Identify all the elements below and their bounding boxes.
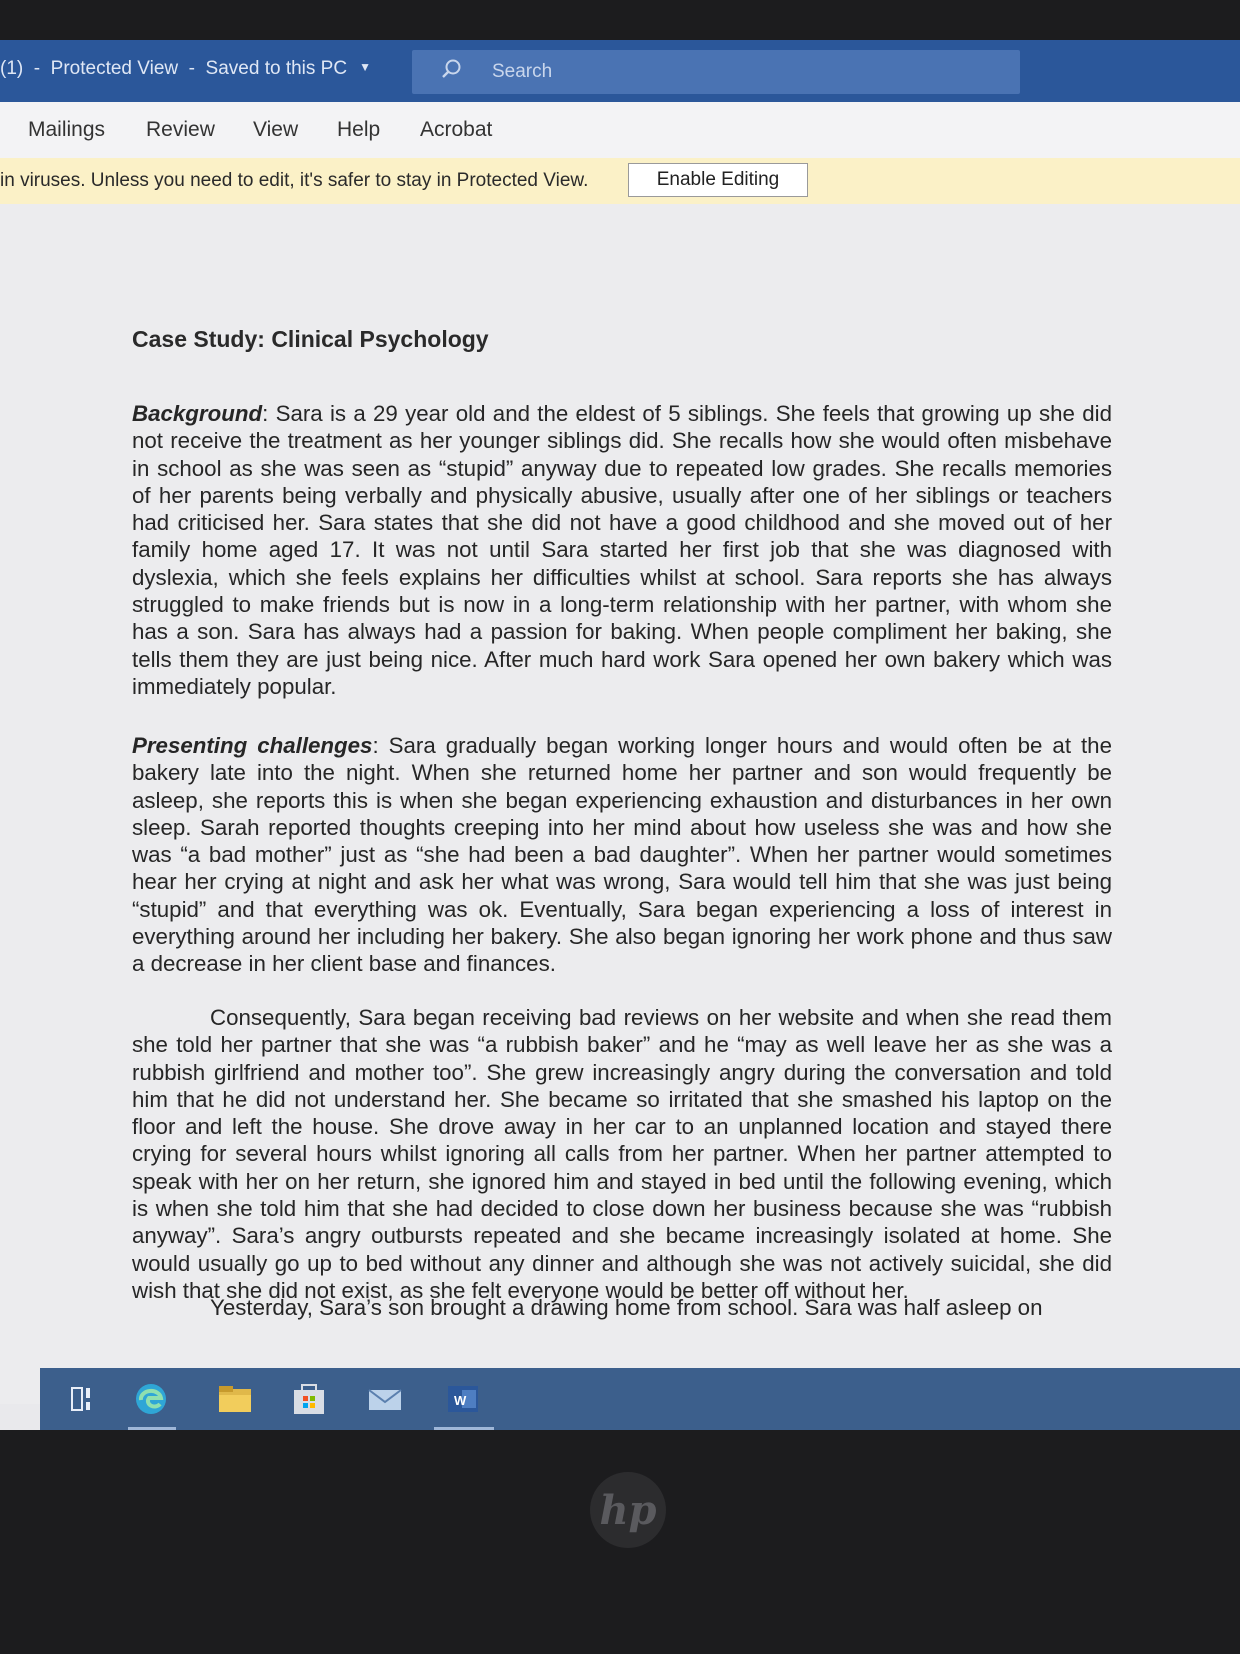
hp-logo: hp xyxy=(590,1472,666,1548)
title-label: (1) - Protected View - Saved to this PC xyxy=(0,58,348,79)
protected-view-bar xyxy=(0,158,1240,205)
search-placeholder: Search xyxy=(492,61,553,82)
mail-icon[interactable] xyxy=(366,1382,404,1416)
chevron-down-icon[interactable]: ▼ xyxy=(359,60,371,74)
svg-text:W: W xyxy=(454,1393,467,1408)
protected-view-message: in viruses. Unless you need to edit, it's safer to stay in Protected View. xyxy=(0,170,589,191)
background-label: Background xyxy=(132,401,263,426)
document-title-text[interactable] xyxy=(0,58,371,80)
tab-acrobat[interactable]: Acrobat xyxy=(420,118,493,141)
consequently-text: Consequently, Sara began receiving bad reviews on her website and when she read them she told her partner that she was “a rubbish baker” and he “may as well leave her as she was a rubbish girlfriend and mother too”. She grew increasingly angry during the conversation and told him that he did not understand her. She became so irritated that she smashed his laptop on the floor and left the house. She drove away in her car to an unplanned location and stayed there crying for several hours whilst ignoring all calls from her partner. When her partner attempted to speak with her on her return, she ignored him and stayed in bed until the following evening, which is when she told him that she had decided to close down her business because she was “rubbish anyway”. Sara’s angry outbursts repeated and she became increasingly isolated at home. She would usually go up to bed without any dinner and although she was not actively suicidal, she did wish that she did not exist, as she felt everyone would be better off without her. xyxy=(132,1005,1112,1303)
title-bar xyxy=(0,40,1240,102)
document-page[interactable] xyxy=(0,204,1240,1404)
word-active-indicator xyxy=(434,1427,494,1430)
tab-review[interactable]: Review xyxy=(146,118,215,141)
search-icon xyxy=(440,58,462,80)
background-text: : Sara is a 29 year old and the eldest of 5 siblings. She feels that growing up she did not receive the treatment as her younger siblings did. She recalls how she would often misbehave in school as she was seen as “stupid” anyway due to repeated low grades. She recalls memories of her parents being verbally and physically abusive, usually after one of her siblings or teachers had criticised her. Sara states that she did not have a good childhood and she moved out of her family home aged 17. It was not until Sara started her first job that she was diagnosed with dyslexia, which she feels explains her difficulties whilst at school. Sara reports she has always struggled to make friends but is now in a long-term relationship with her partner, with whom she has a son. Sara has always had a passion for baking. When people compliment her baking, she tells them they are just being nice. After much hard work Sara opened her own bakery which was immediately popular. xyxy=(132,401,1112,699)
tab-view[interactable]: View xyxy=(253,118,299,141)
search-box[interactable] xyxy=(412,50,1020,94)
tab-mailings[interactable]: Mailings xyxy=(28,118,106,141)
store-icon[interactable] xyxy=(290,1382,328,1416)
challenges-text: : Sara gradually began working longer hours and would often be at the bakery late into the night. When she returned home her partner and son would frequently be asleep, she reports this is when she began experiencing exhaustion and disturbances in her own sleep. Sarah reported thoughts creeping into her mind about how useless she was and how she was “a bad mother” just as “she had been a bad daughter”. When her partner would sometimes hear her crying at night and ask her what was wrong, Sara would tell him that she was just being “stupid” and that everything was ok. Eventually, Sara began experiencing a loss of interest in everything around her including her bakery. She also began ignoring her work phone and thus saw a decrease in her client base and finances. xyxy=(132,733,1112,977)
background-paragraph xyxy=(132,400,1112,700)
enable-editing-button[interactable]: Enable Editing xyxy=(628,163,808,197)
task-view-icon[interactable] xyxy=(64,1382,102,1416)
yesterday-text: Yesterday, Sara’s son brought a drawing home from school. Sara was half asleep on xyxy=(210,1295,1043,1320)
laptop-screen xyxy=(0,40,1240,1430)
ribbon-tabs xyxy=(0,102,1240,159)
yesterday-paragraph xyxy=(132,1294,1112,1321)
file-explorer-icon[interactable] xyxy=(216,1382,254,1416)
taskbar xyxy=(40,1368,1240,1430)
consequently-paragraph xyxy=(132,1004,1112,1304)
edge-icon[interactable] xyxy=(132,1382,170,1416)
challenges-paragraph xyxy=(132,732,1112,978)
edge-active-indicator xyxy=(128,1427,176,1430)
tab-help[interactable]: Help xyxy=(337,118,381,141)
challenges-label: Presenting challenges xyxy=(132,733,373,758)
page-title: Case Study: Clinical Psychology xyxy=(132,326,489,352)
word-icon[interactable] xyxy=(444,1382,482,1416)
